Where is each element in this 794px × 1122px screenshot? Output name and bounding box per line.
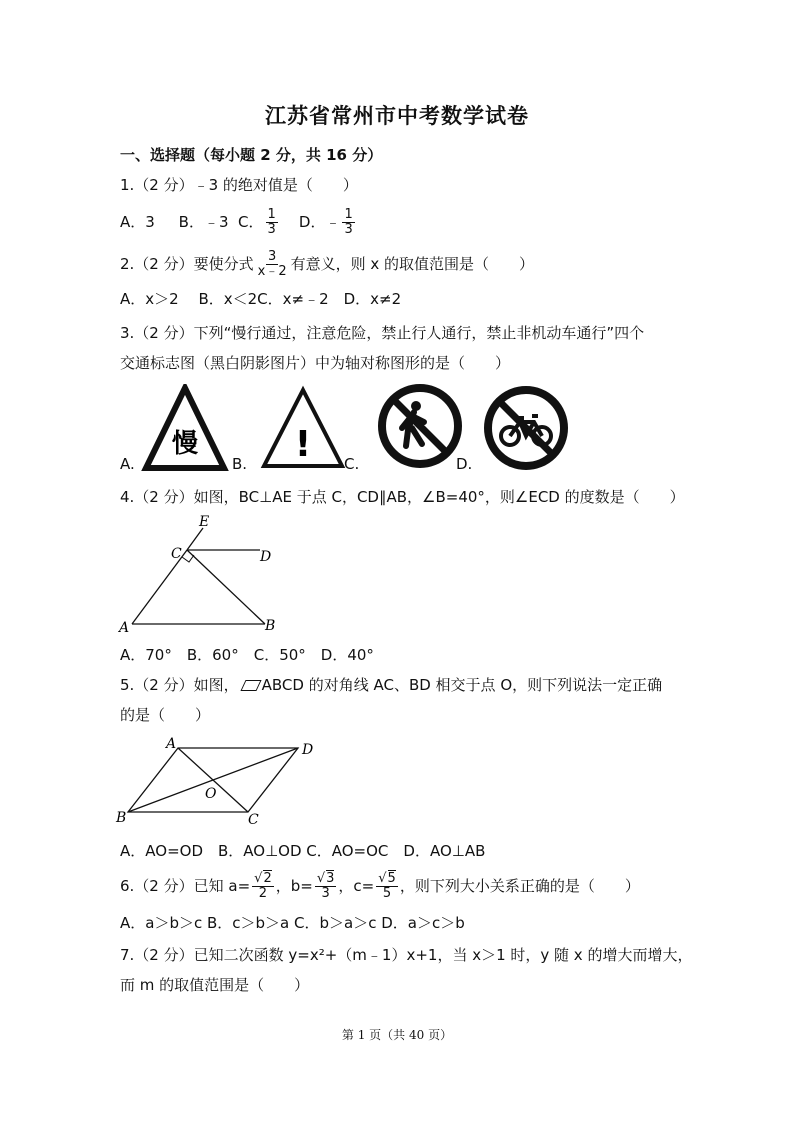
sign-no-bicycles-icon [488,390,564,466]
q3-label-b: B. [232,455,248,473]
q1-option-d: D． [298,213,326,231]
q4-point-c: C [171,546,182,562]
q4-options: A．70° B．60° C．50° D．40° [120,646,374,664]
page-footer: 第 1 页（共 40 页） [341,1028,453,1042]
q5-point-a: A [166,736,177,752]
q2-fraction: $\frac{3}{x﹣2}$ [257,249,287,279]
q1-d-fraction: $\frac{1}{3}$ [344,207,353,237]
q4-point-a: A [119,620,130,636]
exam-title: 江苏省常州市中考数学试卷 [265,104,529,128]
q3-stem-line2: 交通标志图（黑白阴影图片）中为轴对称图形的是（ ） [120,354,511,372]
q3-signs-figure [140,384,580,476]
sign-warning-triangle [264,390,342,466]
q5-options: A．AO=OD B．AO⊥OD C．AO=OC D．AO⊥AB [120,842,486,860]
q5-point-b: B [116,810,127,826]
q3-label-c: C. [344,455,360,473]
q6-b-fraction: $\frac{√3}{3}$ [316,871,335,901]
q1-stem: 1.（2 分）﹣3 的绝对值是（ ） [120,176,358,194]
q3-label-a: A. [120,455,135,473]
parallelogram-symbol-icon [240,680,261,691]
section-heading: 一、选择题（每小题 2 分，共 16 分） [120,146,383,164]
q1-option-c: C． [238,213,264,231]
q5-point-c: C [248,812,259,828]
q6-a-fraction: $\frac{√2}{2}$ [254,871,272,901]
q1-option-a: A．3 [120,213,155,231]
q7-stem-line2: 而 m 的取值范围是（ ） [120,976,310,994]
q4-point-b: B [265,618,276,634]
q4-point-e: E [199,514,210,530]
q1-option-b: B．﹣3 [178,213,229,231]
q1-c-fraction: $\frac{1}{3}$ [267,207,276,237]
q6-options: A．a＞b＞c B．c＞b＞a C．b＞a＞c D．a＞c＞b [120,914,465,932]
sign-no-pedestrians-icon [382,388,458,464]
q3-stem-line1: 3.（2 分）下列“慢行通过，注意危险，禁止行人通行，禁止非机动车通行”四个 [120,324,645,342]
q5-figure [112,734,322,830]
sign-warning-exclamation: ! [294,424,312,465]
q5-point-o: O [205,786,217,802]
sign-slow-text: 慢 [171,429,199,459]
q5-stem-line1: 5.（2 分）如图， ABCD 的对角线 AC、BD 相交于点 O，则下列说法一定正确 [120,676,663,694]
q5-stem-line2: 的是（ ） [120,706,211,724]
q5-point-d: D [302,742,314,758]
q2-options: A．x＞2 B．x＜2C．x≠﹣2 D．x≠2 [120,290,402,308]
q4-figure [115,514,285,638]
q1-options: A．3 B．﹣3 C． $\frac{1}{3}$ D．﹣ $\frac{1}{3}$ [120,207,353,237]
q6-c-fraction: $\frac{√5}{5}$ [378,871,396,901]
q4-stem: 4.（2 分）如图，BC⊥AE 于点 C，CD∥AB，∠B=40°，则∠ECD 的度数是（ ） [120,488,685,506]
q2-stem: 2.（2 分）要使分式 $\frac{3}{x﹣2}$ 有意义，则 x 的取值范围是（ ） [120,249,535,279]
q7-stem-line1: 7.（2 分）已知二次函数 y=x²+（m﹣1）x+1，当 x＞1 时，y 随 x 的增大而增大， [120,946,693,964]
q3-label-d: D. [456,455,473,473]
q6-stem: 6.（2 分）已知 a= $\frac{√2}{2}$ ，b= $\frac{√3}{3}$ ，c= $\frac{√5}{5}$ ，则下列大小关系正确的是（ ） [120,871,640,901]
q4-point-d: D [260,549,272,565]
sign-slow-triangle [146,388,224,468]
